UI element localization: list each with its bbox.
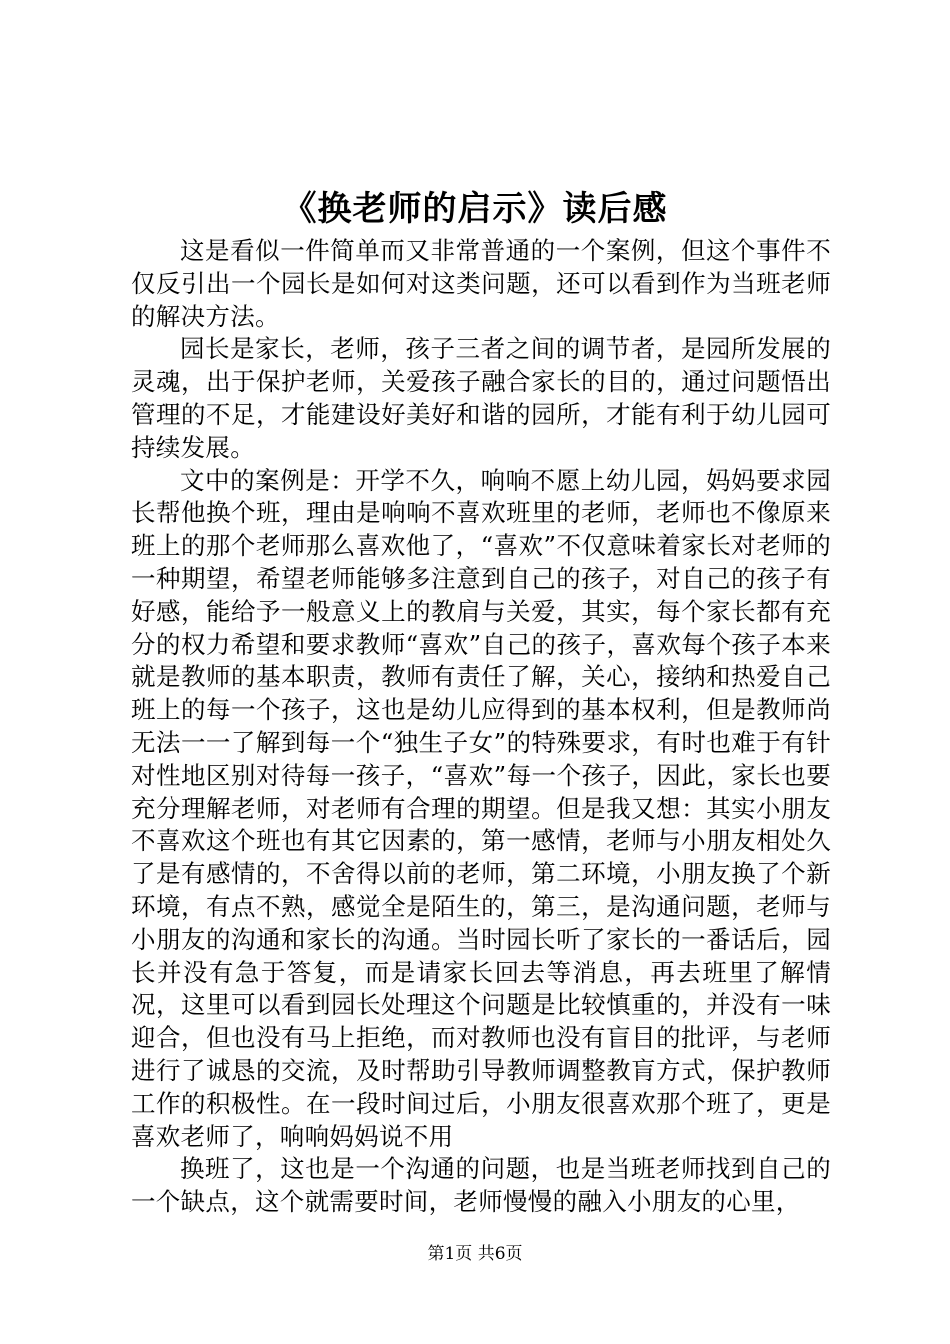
page-footer: 第1页 共6页 bbox=[427, 1244, 523, 1264]
document-title: 《换老师的启示》读后感 bbox=[282, 189, 668, 229]
paragraph-1: 这是看似一件简单而又非常普通的一个案例，但这个事件不仅反引出一个园长是如何对这类问题，还可以看到作为当班老师的解决方法。 bbox=[131, 236, 831, 331]
document-body bbox=[131, 235, 831, 1219]
paragraph-2: 园长是家长，老师，孩子三者之间的调节者，是园所发展的灵魂，出于保护老师，关爱孩子融合家长的目的，通过问题悟出管理的不足，才能建设好美好和谐的园所，才能有利于幼儿园可持续发展。 bbox=[131, 334, 831, 462]
paragraph-3: 文中的案例是：开学不久，响响不愿上幼儿园，妈妈要求园长帮他换个班，理由是响响不喜欢班里的老师，老师也不像原来班上的那个老师那么喜欢他了，“喜欢”不仅意味着家长对老师的一种期望，希望老师能够多注意到自己的孩子，对自己的孩子有好感，能给予一般意义上的教肩与关爱，其实，每个家长都有充分的权力希望和要求教师“喜欢”自己的孩子，喜欢每个孩子本来就是教师的基本职责，教师有责任了解，关心，接纳和热爱自己班上的每一个孩子，这也是幼儿应得到的基本权利，但是教师尚无法一一了解到每一个“独生子女”的特殊要求，有时也难于有针对性地区别对待每一孩子，“喜欢”每一个孩子，因此，家长也要充分理解老师，对老师有合理的期望。但是我又想：其实小朋友不喜欢这个班也有其它因素的，第一感情，老师与小朋友相处久了是有感情的，不舍得以前的老师，第二环境，小朋友换了个新环境，有点不熟，感觉全是陌生的，第三，是沟通问题，老师与小朋友的沟通和家长的沟通。当时园长听了家长的一番话后，园长并没有急于答复，而是请家长回去等消息，再去班里了解情况，这里可以看到园长处理这个问题是比较慎重的，并没有一味迎合，但也没有马上拒绝，而对教师也没有盲目的批评，与老师进行了诚恳的交流，及时帮助引导教师调整教肓方式，保护教师工作的积极性。在一段时间过后，小朋友很喜欢那个班了，更是喜欢老师了，响响妈妈说不用 bbox=[131, 465, 831, 1151]
paragraph-4: 换班了，这也是一个沟通的问题，也是当班老师找到自己的一个缺点，这个就需要时间，老师慢慢的融入小朋友的心里， bbox=[131, 1154, 831, 1217]
